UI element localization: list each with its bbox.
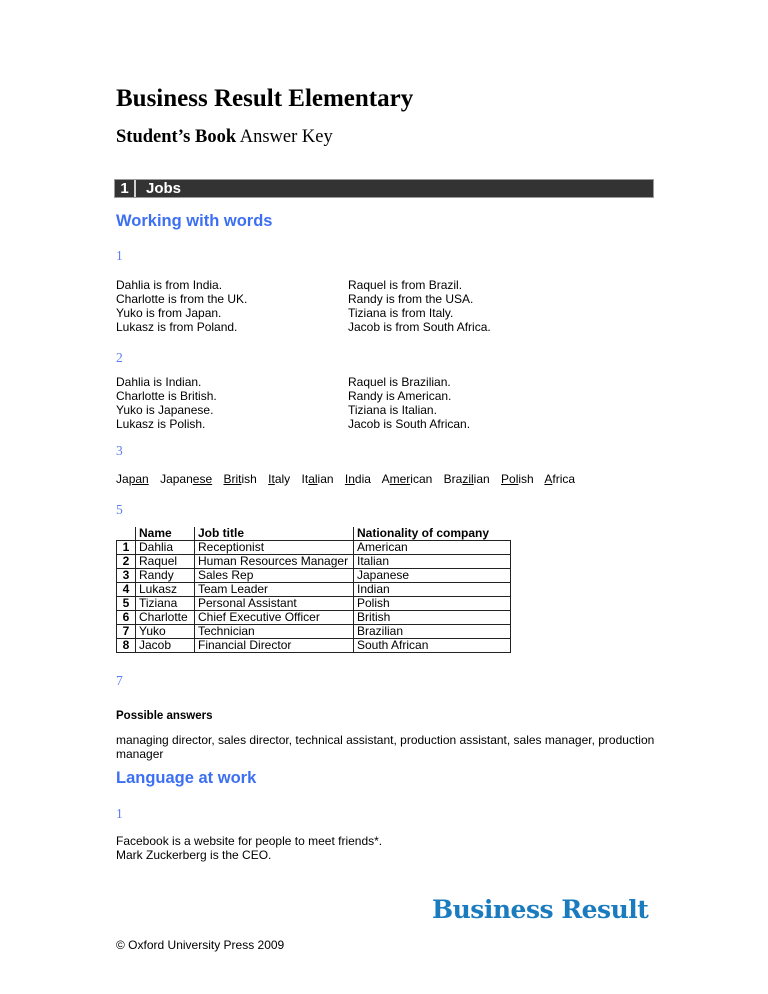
row-number: 2 xyxy=(117,555,136,569)
answer-line: Facebook is a website for people to meet friends*. xyxy=(116,834,383,848)
exercise-2-left-column xyxy=(116,375,217,431)
exercise-number: 2 xyxy=(116,350,123,365)
row-number: 4 xyxy=(117,583,136,597)
answer-line: Charlotte is British. xyxy=(116,389,217,403)
stress-word: India xyxy=(344,472,371,486)
table-row xyxy=(117,541,511,555)
answer-line: Dahlia is from India. xyxy=(116,278,223,292)
answer-line: Yuko is from Japan. xyxy=(116,306,222,320)
cell-name: Dahlia xyxy=(136,541,195,555)
row-number: 3 xyxy=(117,569,136,583)
subtitle-bold: Student’s Book xyxy=(116,127,237,147)
section-heading-language-at-work: Language at work xyxy=(116,769,257,787)
cell-nationality: Polish xyxy=(354,597,511,611)
exercise-2-right-column xyxy=(348,375,470,431)
stress-word: Italian xyxy=(301,472,334,486)
stress-word: Africa xyxy=(544,472,576,486)
exercise-1-right-column xyxy=(348,278,491,334)
cell-name: Raquel xyxy=(136,555,195,569)
cell-nationality: Japanese xyxy=(354,569,511,583)
cell-job-title: Personal Assistant xyxy=(195,597,354,611)
copyright-footer: © Oxford University Press 2009 xyxy=(116,938,285,952)
stress-word: Polish xyxy=(501,472,534,486)
answer-line: Tiziana is from Italy. xyxy=(348,306,454,320)
business-result-logo: Business Result xyxy=(432,895,649,924)
stress-word: Japan xyxy=(116,472,149,486)
stress-word: Japanese xyxy=(160,472,213,486)
column-header-name: Name xyxy=(136,527,195,541)
document-title: Business Result Elementary xyxy=(116,85,414,112)
table-row xyxy=(117,569,511,583)
cell-name: Lukasz xyxy=(136,583,195,597)
exercise-1-left-column xyxy=(116,278,247,334)
answer-line: Mark Zuckerberg is the CEO. xyxy=(116,848,272,862)
cell-job-title: Financial Director xyxy=(195,639,354,653)
cell-nationality: South African xyxy=(354,639,511,653)
answer-line: Randy is American. xyxy=(348,389,452,403)
row-number: 8 xyxy=(117,639,136,653)
cell-name: Randy xyxy=(136,569,195,583)
table-row xyxy=(117,611,511,625)
cell-nationality: Brazilian xyxy=(354,625,511,639)
cell-job-title: Chief Executive Officer xyxy=(195,611,354,625)
table-row xyxy=(117,625,511,639)
jobs-table xyxy=(116,527,511,653)
column-header-index xyxy=(117,527,136,541)
cell-name: Tiziana xyxy=(136,597,195,611)
answer-line: Dahlia is Indian. xyxy=(116,375,202,389)
exercise-number: 1 xyxy=(116,806,123,821)
cell-job-title: Team Leader xyxy=(195,583,354,597)
answer-line: Raquel is Brazilian. xyxy=(348,375,451,389)
unit-header-bar xyxy=(114,179,654,198)
exercise-number: 1 xyxy=(116,248,123,263)
answer-line: Lukasz is Polish. xyxy=(116,417,206,431)
column-header-nationality: Nationality of company xyxy=(354,527,511,541)
language-at-work-answers xyxy=(116,834,382,862)
row-number: 5 xyxy=(117,597,136,611)
subtitle-rest: Answer Key xyxy=(236,127,333,147)
cell-nationality: American xyxy=(354,541,511,555)
cell-name: Jacob xyxy=(136,639,195,653)
cell-nationality: British xyxy=(354,611,511,625)
section-heading-working-with-words: Working with words xyxy=(116,212,273,230)
cell-nationality: Indian xyxy=(354,583,511,597)
table-row xyxy=(117,583,511,597)
answer-line: Lukasz is from Poland. xyxy=(116,320,238,334)
unit-number: 1 xyxy=(115,180,136,197)
exercise-number: 3 xyxy=(116,443,123,458)
table-row xyxy=(117,639,511,653)
table-row xyxy=(117,555,511,569)
cell-name: Yuko xyxy=(136,625,195,639)
stress-word: American xyxy=(381,472,433,486)
unit-name: Jobs xyxy=(146,180,182,197)
possible-answers-label: Possible answers xyxy=(116,710,213,722)
stress-word: Italy xyxy=(268,472,291,486)
answer-line: Tiziana is Italian. xyxy=(348,403,437,417)
stress-word: British xyxy=(223,472,257,486)
answer-line: Charlotte is from the UK. xyxy=(116,292,248,306)
answer-line: Yuko is Japanese. xyxy=(116,403,214,417)
cell-job-title: Sales Rep xyxy=(195,569,354,583)
table-header-row xyxy=(117,527,511,541)
row-number: 1 xyxy=(117,541,136,555)
answer-line: Jacob is South African. xyxy=(348,417,471,431)
answer-line: Randy is from the USA. xyxy=(348,292,474,306)
cell-job-title: Technician xyxy=(195,625,354,639)
answer-line: Jacob is from South Africa. xyxy=(348,320,491,334)
cell-nationality: Italian xyxy=(354,555,511,569)
table-row xyxy=(117,597,511,611)
stress-word: Brazilian xyxy=(443,472,490,486)
cell-job-title: Human Resources Manager xyxy=(195,555,354,569)
document-subtitle xyxy=(116,127,333,148)
exercise-number: 7 xyxy=(116,673,123,688)
row-number: 7 xyxy=(117,625,136,639)
exercise-number: 5 xyxy=(116,502,123,517)
cell-name: Charlotte xyxy=(136,611,195,625)
stress-word-list xyxy=(116,472,583,486)
row-number: 6 xyxy=(117,611,136,625)
cell-job-title: Receptionist xyxy=(195,541,354,555)
column-header-job-title: Job title xyxy=(195,527,354,541)
answer-line: Raquel is from Brazil. xyxy=(348,278,463,292)
possible-answers-text: managing director, sales director, technical assistant, production assistant, sales manager, production manager xyxy=(116,733,655,761)
